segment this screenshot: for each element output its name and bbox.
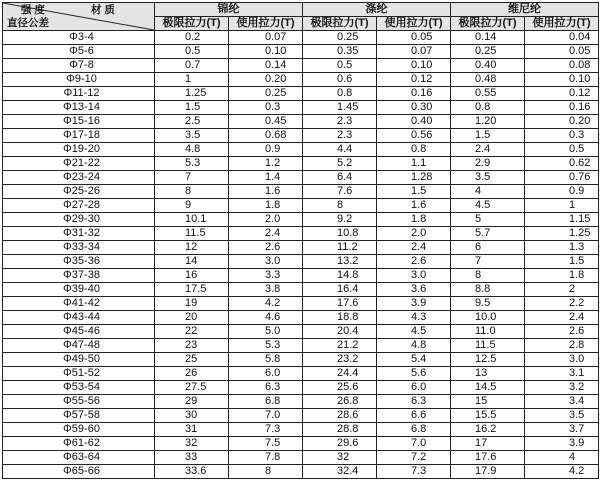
polyester-working-load-cell: 0.8 — [377, 143, 451, 157]
rope-strength-table-container — [2, 2, 598, 493]
polyester-breaking-load-cell: 8 — [303, 199, 377, 213]
polyester-breaking-load-cell: 14.8 — [303, 269, 377, 283]
table-row — [3, 143, 599, 157]
sub-header-breaking-load: 极限拉力(T) — [451, 17, 525, 31]
diameter-cell: Φ53-54 — [3, 381, 155, 395]
vinylon-working-load-cell: 0.9 — [525, 185, 599, 199]
vinylon-working-load-cell: 3.1 — [525, 367, 599, 381]
table-row — [3, 129, 599, 143]
table-row — [3, 297, 599, 311]
vinylon-breaking-load-cell: 10.0 — [451, 311, 525, 325]
polyester-breaking-load-cell: 4.4 — [303, 143, 377, 157]
vinylon-breaking-load-cell: 1.20 — [451, 115, 525, 129]
nylon-working-load-cell: 3.0 — [229, 255, 303, 269]
nylon-breaking-load-cell: 27.5 — [155, 381, 229, 395]
sub-header-working-load: 使用拉力(T) — [229, 17, 303, 31]
nylon-working-load-cell: 1.4 — [229, 171, 303, 185]
diameter-cell: Φ45-46 — [3, 325, 155, 339]
table-row — [3, 283, 599, 297]
sub-header-breaking-load: 极限拉力(T) — [155, 17, 229, 31]
vinylon-working-load-cell: 3.4 — [525, 395, 599, 409]
vinylon-breaking-load-cell: 17.9 — [451, 465, 525, 479]
nylon-working-load-cell: 2.6 — [229, 241, 303, 255]
polyester-breaking-load-cell: 25.6 — [303, 381, 377, 395]
vinylon-breaking-load-cell: 11.5 — [451, 339, 525, 353]
polyester-breaking-load-cell: 0.8 — [303, 87, 377, 101]
nylon-working-load-cell: 4.6 — [229, 311, 303, 325]
nylon-working-load-cell: 5.8 — [229, 353, 303, 367]
nylon-breaking-load-cell: 25 — [155, 353, 229, 367]
nylon-working-load-cell: 7.3 — [229, 423, 303, 437]
polyester-working-load-cell: 6.8 — [377, 423, 451, 437]
table-body — [3, 31, 599, 479]
vinylon-working-load-cell: 2 — [525, 283, 599, 297]
nylon-breaking-load-cell: 17.5 — [155, 283, 229, 297]
polyester-breaking-load-cell: 6.4 — [303, 171, 377, 185]
vinylon-working-load-cell: 0.5 — [525, 143, 599, 157]
table-row — [3, 87, 599, 101]
nylon-breaking-load-cell: 31 — [155, 423, 229, 437]
diameter-cell: Φ29-30 — [3, 213, 155, 227]
polyester-breaking-load-cell: 0.25 — [303, 31, 377, 45]
table-row — [3, 465, 599, 479]
polyester-working-load-cell: 2.4 — [377, 241, 451, 255]
polyester-breaking-load-cell: 32.4 — [303, 465, 377, 479]
vinylon-breaking-load-cell: 17 — [451, 437, 525, 451]
nylon-breaking-load-cell: 1 — [155, 73, 229, 87]
table-header — [3, 3, 599, 31]
vinylon-working-load-cell: 2.2 — [525, 297, 599, 311]
table-row — [3, 227, 599, 241]
polyester-working-load-cell: 1.8 — [377, 213, 451, 227]
nylon-working-load-cell: 1.2 — [229, 157, 303, 171]
nylon-breaking-load-cell: 30 — [155, 409, 229, 423]
nylon-working-load-cell: 0.45 — [229, 115, 303, 129]
diameter-cell: Φ59-60 — [3, 423, 155, 437]
diameter-cell: Φ63-64 — [3, 451, 155, 465]
nylon-working-load-cell: 5.3 — [229, 339, 303, 353]
diameter-cell: Φ37-38 — [3, 269, 155, 283]
nylon-breaking-load-cell: 11.5 — [155, 227, 229, 241]
polyester-breaking-load-cell: 18.8 — [303, 311, 377, 325]
vinylon-working-load-cell: 2.8 — [525, 339, 599, 353]
polyester-working-load-cell: 3.0 — [377, 269, 451, 283]
corner-strength-label: 强 度 — [21, 4, 45, 16]
polyester-breaking-load-cell: 17.6 — [303, 297, 377, 311]
diameter-cell: Φ15-16 — [3, 115, 155, 129]
vinylon-working-load-cell: 4 — [525, 451, 599, 465]
polyester-working-load-cell: 1.28 — [377, 171, 451, 185]
vinylon-breaking-load-cell: 5.7 — [451, 227, 525, 241]
nylon-breaking-load-cell: 10.1 — [155, 213, 229, 227]
table-row — [3, 451, 599, 465]
nylon-working-load-cell: 3.8 — [229, 283, 303, 297]
polyester-breaking-load-cell: 20.4 — [303, 325, 377, 339]
table-row — [3, 269, 599, 283]
table-row — [3, 255, 599, 269]
table-row — [3, 423, 599, 437]
diameter-cell: Φ41-42 — [3, 297, 155, 311]
vinylon-working-load-cell: 1.3 — [525, 241, 599, 255]
table-row — [3, 31, 599, 45]
polyester-working-load-cell: 0.56 — [377, 129, 451, 143]
nylon-breaking-load-cell: 22 — [155, 325, 229, 339]
diameter-cell: Φ55-56 — [3, 395, 155, 409]
vinylon-breaking-load-cell: 4.5 — [451, 199, 525, 213]
nylon-breaking-load-cell: 16 — [155, 269, 229, 283]
vinylon-working-load-cell: 0.10 — [525, 73, 599, 87]
polyester-working-load-cell: 1.1 — [377, 157, 451, 171]
diameter-cell: Φ5-6 — [3, 45, 155, 59]
vinylon-breaking-load-cell: 0.14 — [451, 31, 525, 45]
nylon-working-load-cell: 0.20 — [229, 73, 303, 87]
nylon-working-load-cell: 6.8 — [229, 395, 303, 409]
nylon-working-load-cell: 0.07 — [229, 31, 303, 45]
vinylon-breaking-load-cell: 1.5 — [451, 129, 525, 143]
vinylon-breaking-load-cell: 12.5 — [451, 353, 525, 367]
material-header-vinylon: 维尼纶 — [451, 3, 599, 17]
polyester-breaking-load-cell: 29.6 — [303, 437, 377, 451]
vinylon-working-load-cell: 2.6 — [525, 325, 599, 339]
diameter-cell: Φ21-22 — [3, 157, 155, 171]
diameter-cell: Φ31-32 — [3, 227, 155, 241]
vinylon-working-load-cell: 3.5 — [525, 409, 599, 423]
polyester-breaking-load-cell: 2.3 — [303, 115, 377, 129]
vinylon-breaking-load-cell: 7 — [451, 255, 525, 269]
vinylon-breaking-load-cell: 11.0 — [451, 325, 525, 339]
table-row — [3, 185, 599, 199]
table-row — [3, 241, 599, 255]
vinylon-breaking-load-cell: 0.25 — [451, 45, 525, 59]
polyester-breaking-load-cell: 28.8 — [303, 423, 377, 437]
polyester-working-load-cell: 0.16 — [377, 87, 451, 101]
corner-diameter-label: 直径公差 — [7, 17, 49, 29]
vinylon-breaking-load-cell: 2.9 — [451, 157, 525, 171]
diameter-cell: Φ25-26 — [3, 185, 155, 199]
vinylon-working-load-cell: 0.76 — [525, 171, 599, 185]
polyester-breaking-load-cell: 1.45 — [303, 101, 377, 115]
corner-material-label: 材 质 — [91, 4, 115, 16]
polyester-working-load-cell: 7.0 — [377, 437, 451, 451]
table-row — [3, 157, 599, 171]
nylon-breaking-load-cell: 0.2 — [155, 31, 229, 45]
diameter-cell: Φ61-62 — [3, 437, 155, 451]
nylon-working-load-cell: 6.0 — [229, 367, 303, 381]
table-row — [3, 381, 599, 395]
polyester-working-load-cell: 7.3 — [377, 465, 451, 479]
polyester-working-load-cell: 2.0 — [377, 227, 451, 241]
polyester-breaking-load-cell: 9.2 — [303, 213, 377, 227]
polyester-breaking-load-cell: 5.2 — [303, 157, 377, 171]
polyester-working-load-cell: 4.8 — [377, 339, 451, 353]
polyester-working-load-cell: 4.5 — [377, 325, 451, 339]
polyester-breaking-load-cell: 16.4 — [303, 283, 377, 297]
table-row — [3, 59, 599, 73]
diameter-cell: Φ57-58 — [3, 409, 155, 423]
table-row — [3, 73, 599, 87]
polyester-working-load-cell: 5.4 — [377, 353, 451, 367]
nylon-breaking-load-cell: 23 — [155, 339, 229, 353]
vinylon-breaking-load-cell: 2.4 — [451, 143, 525, 157]
nylon-working-load-cell: 2.0 — [229, 213, 303, 227]
polyester-breaking-load-cell: 0.5 — [303, 59, 377, 73]
vinylon-breaking-load-cell: 5 — [451, 213, 525, 227]
table-row — [3, 409, 599, 423]
diameter-cell: Φ3-4 — [3, 31, 155, 45]
polyester-breaking-load-cell: 10.8 — [303, 227, 377, 241]
nylon-working-load-cell: 6.3 — [229, 381, 303, 395]
vinylon-working-load-cell: 0.62 — [525, 157, 599, 171]
nylon-working-load-cell: 1.6 — [229, 185, 303, 199]
polyester-breaking-load-cell: 32 — [303, 451, 377, 465]
diameter-cell: Φ27-28 — [3, 199, 155, 213]
table-row — [3, 339, 599, 353]
diameter-cell: Φ7-8 — [3, 59, 155, 73]
nylon-working-load-cell: 0.9 — [229, 143, 303, 157]
vinylon-working-load-cell: 4.2 — [525, 465, 599, 479]
diameter-cell: Φ51-52 — [3, 367, 155, 381]
polyester-breaking-load-cell: 26.8 — [303, 395, 377, 409]
nylon-working-load-cell: 5.0 — [229, 325, 303, 339]
nylon-breaking-load-cell: 33 — [155, 451, 229, 465]
polyester-working-load-cell: 6.6 — [377, 409, 451, 423]
nylon-breaking-load-cell: 32 — [155, 437, 229, 451]
diameter-cell: Φ17-18 — [3, 129, 155, 143]
nylon-working-load-cell: 0.14 — [229, 59, 303, 73]
nylon-working-load-cell: 0.10 — [229, 45, 303, 59]
diameter-cell: Φ11-12 — [3, 87, 155, 101]
vinylon-working-load-cell: 1 — [525, 199, 599, 213]
vinylon-working-load-cell: 0.08 — [525, 59, 599, 73]
nylon-breaking-load-cell: 9 — [155, 199, 229, 213]
polyester-working-load-cell: 1.5 — [377, 185, 451, 199]
nylon-breaking-load-cell: 8 — [155, 185, 229, 199]
vinylon-breaking-load-cell: 0.48 — [451, 73, 525, 87]
nylon-working-load-cell: 7.0 — [229, 409, 303, 423]
polyester-working-load-cell: 0.07 — [377, 45, 451, 59]
polyester-working-load-cell: 7.2 — [377, 451, 451, 465]
nylon-breaking-load-cell: 5.3 — [155, 157, 229, 171]
nylon-working-load-cell: 7.5 — [229, 437, 303, 451]
table-row — [3, 395, 599, 409]
sub-header-working-load: 使用拉力(T) — [377, 17, 451, 31]
polyester-working-load-cell: 2.6 — [377, 255, 451, 269]
nylon-breaking-load-cell: 7 — [155, 171, 229, 185]
table-row — [3, 101, 599, 115]
nylon-breaking-load-cell: 20 — [155, 311, 229, 325]
diameter-cell: Φ49-50 — [3, 353, 155, 367]
vinylon-breaking-load-cell: 16.2 — [451, 423, 525, 437]
nylon-breaking-load-cell: 29 — [155, 395, 229, 409]
nylon-breaking-load-cell: 2.5 — [155, 115, 229, 129]
vinylon-working-load-cell: 0.20 — [525, 115, 599, 129]
nylon-working-load-cell: 3.3 — [229, 269, 303, 283]
diameter-cell: Φ35-36 — [3, 255, 155, 269]
vinylon-breaking-load-cell: 8.8 — [451, 283, 525, 297]
vinylon-breaking-load-cell: 14.5 — [451, 381, 525, 395]
sub-header-working-load: 使用拉力(T) — [525, 17, 599, 31]
diameter-cell: Φ9-10 — [3, 73, 155, 87]
polyester-breaking-load-cell: 11.2 — [303, 241, 377, 255]
polyester-working-load-cell: 0.30 — [377, 101, 451, 115]
material-header-polyester: 涤纶 — [303, 3, 451, 17]
vinylon-breaking-load-cell: 15 — [451, 395, 525, 409]
diameter-cell: Φ43-44 — [3, 311, 155, 325]
diameter-cell: Φ23-24 — [3, 171, 155, 185]
table-row — [3, 325, 599, 339]
nylon-breaking-load-cell: 26 — [155, 367, 229, 381]
polyester-working-load-cell: 0.12 — [377, 73, 451, 87]
vinylon-working-load-cell: 3.0 — [525, 353, 599, 367]
vinylon-breaking-load-cell: 0.55 — [451, 87, 525, 101]
nylon-breaking-load-cell: 33.6 — [155, 465, 229, 479]
vinylon-breaking-load-cell: 0.8 — [451, 101, 525, 115]
nylon-working-load-cell: 4.2 — [229, 297, 303, 311]
vinylon-breaking-load-cell: 0.40 — [451, 59, 525, 73]
polyester-breaking-load-cell: 28.6 — [303, 409, 377, 423]
nylon-breaking-load-cell: 14 — [155, 255, 229, 269]
material-header-nylon: 锦纶 — [155, 3, 303, 17]
diameter-cell: Φ19-20 — [3, 143, 155, 157]
table-row — [3, 115, 599, 129]
diameter-cell: Φ39-40 — [3, 283, 155, 297]
nylon-breaking-load-cell: 1.25 — [155, 87, 229, 101]
vinylon-working-load-cell: 1.8 — [525, 269, 599, 283]
nylon-breaking-load-cell: 0.7 — [155, 59, 229, 73]
table-row — [3, 171, 599, 185]
polyester-breaking-load-cell: 0.35 — [303, 45, 377, 59]
nylon-working-load-cell: 0.68 — [229, 129, 303, 143]
nylon-working-load-cell: 0.3 — [229, 101, 303, 115]
nylon-working-load-cell: 7.8 — [229, 451, 303, 465]
nylon-breaking-load-cell: 0.5 — [155, 45, 229, 59]
table-row — [3, 367, 599, 381]
vinylon-working-load-cell: 0.05 — [525, 45, 599, 59]
vinylon-breaking-load-cell: 15.5 — [451, 409, 525, 423]
polyester-working-load-cell: 1.6 — [377, 199, 451, 213]
vinylon-working-load-cell: 3.9 — [525, 437, 599, 451]
vinylon-breaking-load-cell: 17.6 — [451, 451, 525, 465]
rope-strength-table — [2, 2, 599, 479]
nylon-breaking-load-cell: 3.5 — [155, 129, 229, 143]
diameter-cell: Φ47-48 — [3, 339, 155, 353]
polyester-working-load-cell: 0.40 — [377, 115, 451, 129]
polyester-breaking-load-cell: 21.2 — [303, 339, 377, 353]
polyester-working-load-cell: 0.10 — [377, 59, 451, 73]
polyester-working-load-cell: 6.3 — [377, 395, 451, 409]
vinylon-working-load-cell: 0.04 — [525, 31, 599, 45]
sub-header-breaking-load: 极限拉力(T) — [303, 17, 377, 31]
polyester-breaking-load-cell: 13.2 — [303, 255, 377, 269]
table-row — [3, 45, 599, 59]
table-row — [3, 199, 599, 213]
polyester-breaking-load-cell: 23.2 — [303, 353, 377, 367]
vinylon-working-load-cell: 1.5 — [525, 255, 599, 269]
polyester-breaking-load-cell: 7.6 — [303, 185, 377, 199]
header-corner-cell — [3, 3, 155, 31]
table-row — [3, 437, 599, 451]
polyester-working-load-cell: 6.0 — [377, 381, 451, 395]
vinylon-working-load-cell: 1.15 — [525, 213, 599, 227]
diameter-cell: Φ65-66 — [3, 465, 155, 479]
polyester-working-load-cell: 4.3 — [377, 311, 451, 325]
vinylon-breaking-load-cell: 13 — [451, 367, 525, 381]
diameter-cell: Φ33-34 — [3, 241, 155, 255]
nylon-working-load-cell: 1.8 — [229, 199, 303, 213]
vinylon-breaking-load-cell: 3.5 — [451, 171, 525, 185]
diameter-cell: Φ13-14 — [3, 101, 155, 115]
polyester-working-load-cell: 3.9 — [377, 297, 451, 311]
nylon-working-load-cell: 8 — [229, 465, 303, 479]
vinylon-working-load-cell: 3.2 — [525, 381, 599, 395]
vinylon-working-load-cell: 0.3 — [525, 129, 599, 143]
nylon-working-load-cell: 0.25 — [229, 87, 303, 101]
polyester-working-load-cell: 0.05 — [377, 31, 451, 45]
vinylon-breaking-load-cell: 4 — [451, 185, 525, 199]
vinylon-working-load-cell: 0.12 — [525, 87, 599, 101]
vinylon-working-load-cell: 1.25 — [525, 227, 599, 241]
vinylon-breaking-load-cell: 9.5 — [451, 297, 525, 311]
table-row — [3, 213, 599, 227]
polyester-breaking-load-cell: 0.6 — [303, 73, 377, 87]
vinylon-working-load-cell: 0.16 — [525, 101, 599, 115]
vinylon-breaking-load-cell: 6 — [451, 241, 525, 255]
table-row — [3, 311, 599, 325]
nylon-breaking-load-cell: 4.8 — [155, 143, 229, 157]
polyester-working-load-cell: 5.6 — [377, 367, 451, 381]
nylon-breaking-load-cell: 12 — [155, 241, 229, 255]
nylon-working-load-cell: 2.4 — [229, 227, 303, 241]
table-row — [3, 353, 599, 367]
vinylon-working-load-cell: 3.7 — [525, 423, 599, 437]
polyester-breaking-load-cell: 2.3 — [303, 129, 377, 143]
nylon-breaking-load-cell: 1.5 — [155, 101, 229, 115]
polyester-breaking-load-cell: 24.4 — [303, 367, 377, 381]
polyester-working-load-cell: 3.6 — [377, 283, 451, 297]
nylon-breaking-load-cell: 19 — [155, 297, 229, 311]
vinylon-breaking-load-cell: 8 — [451, 269, 525, 283]
vinylon-working-load-cell: 2.4 — [525, 311, 599, 325]
